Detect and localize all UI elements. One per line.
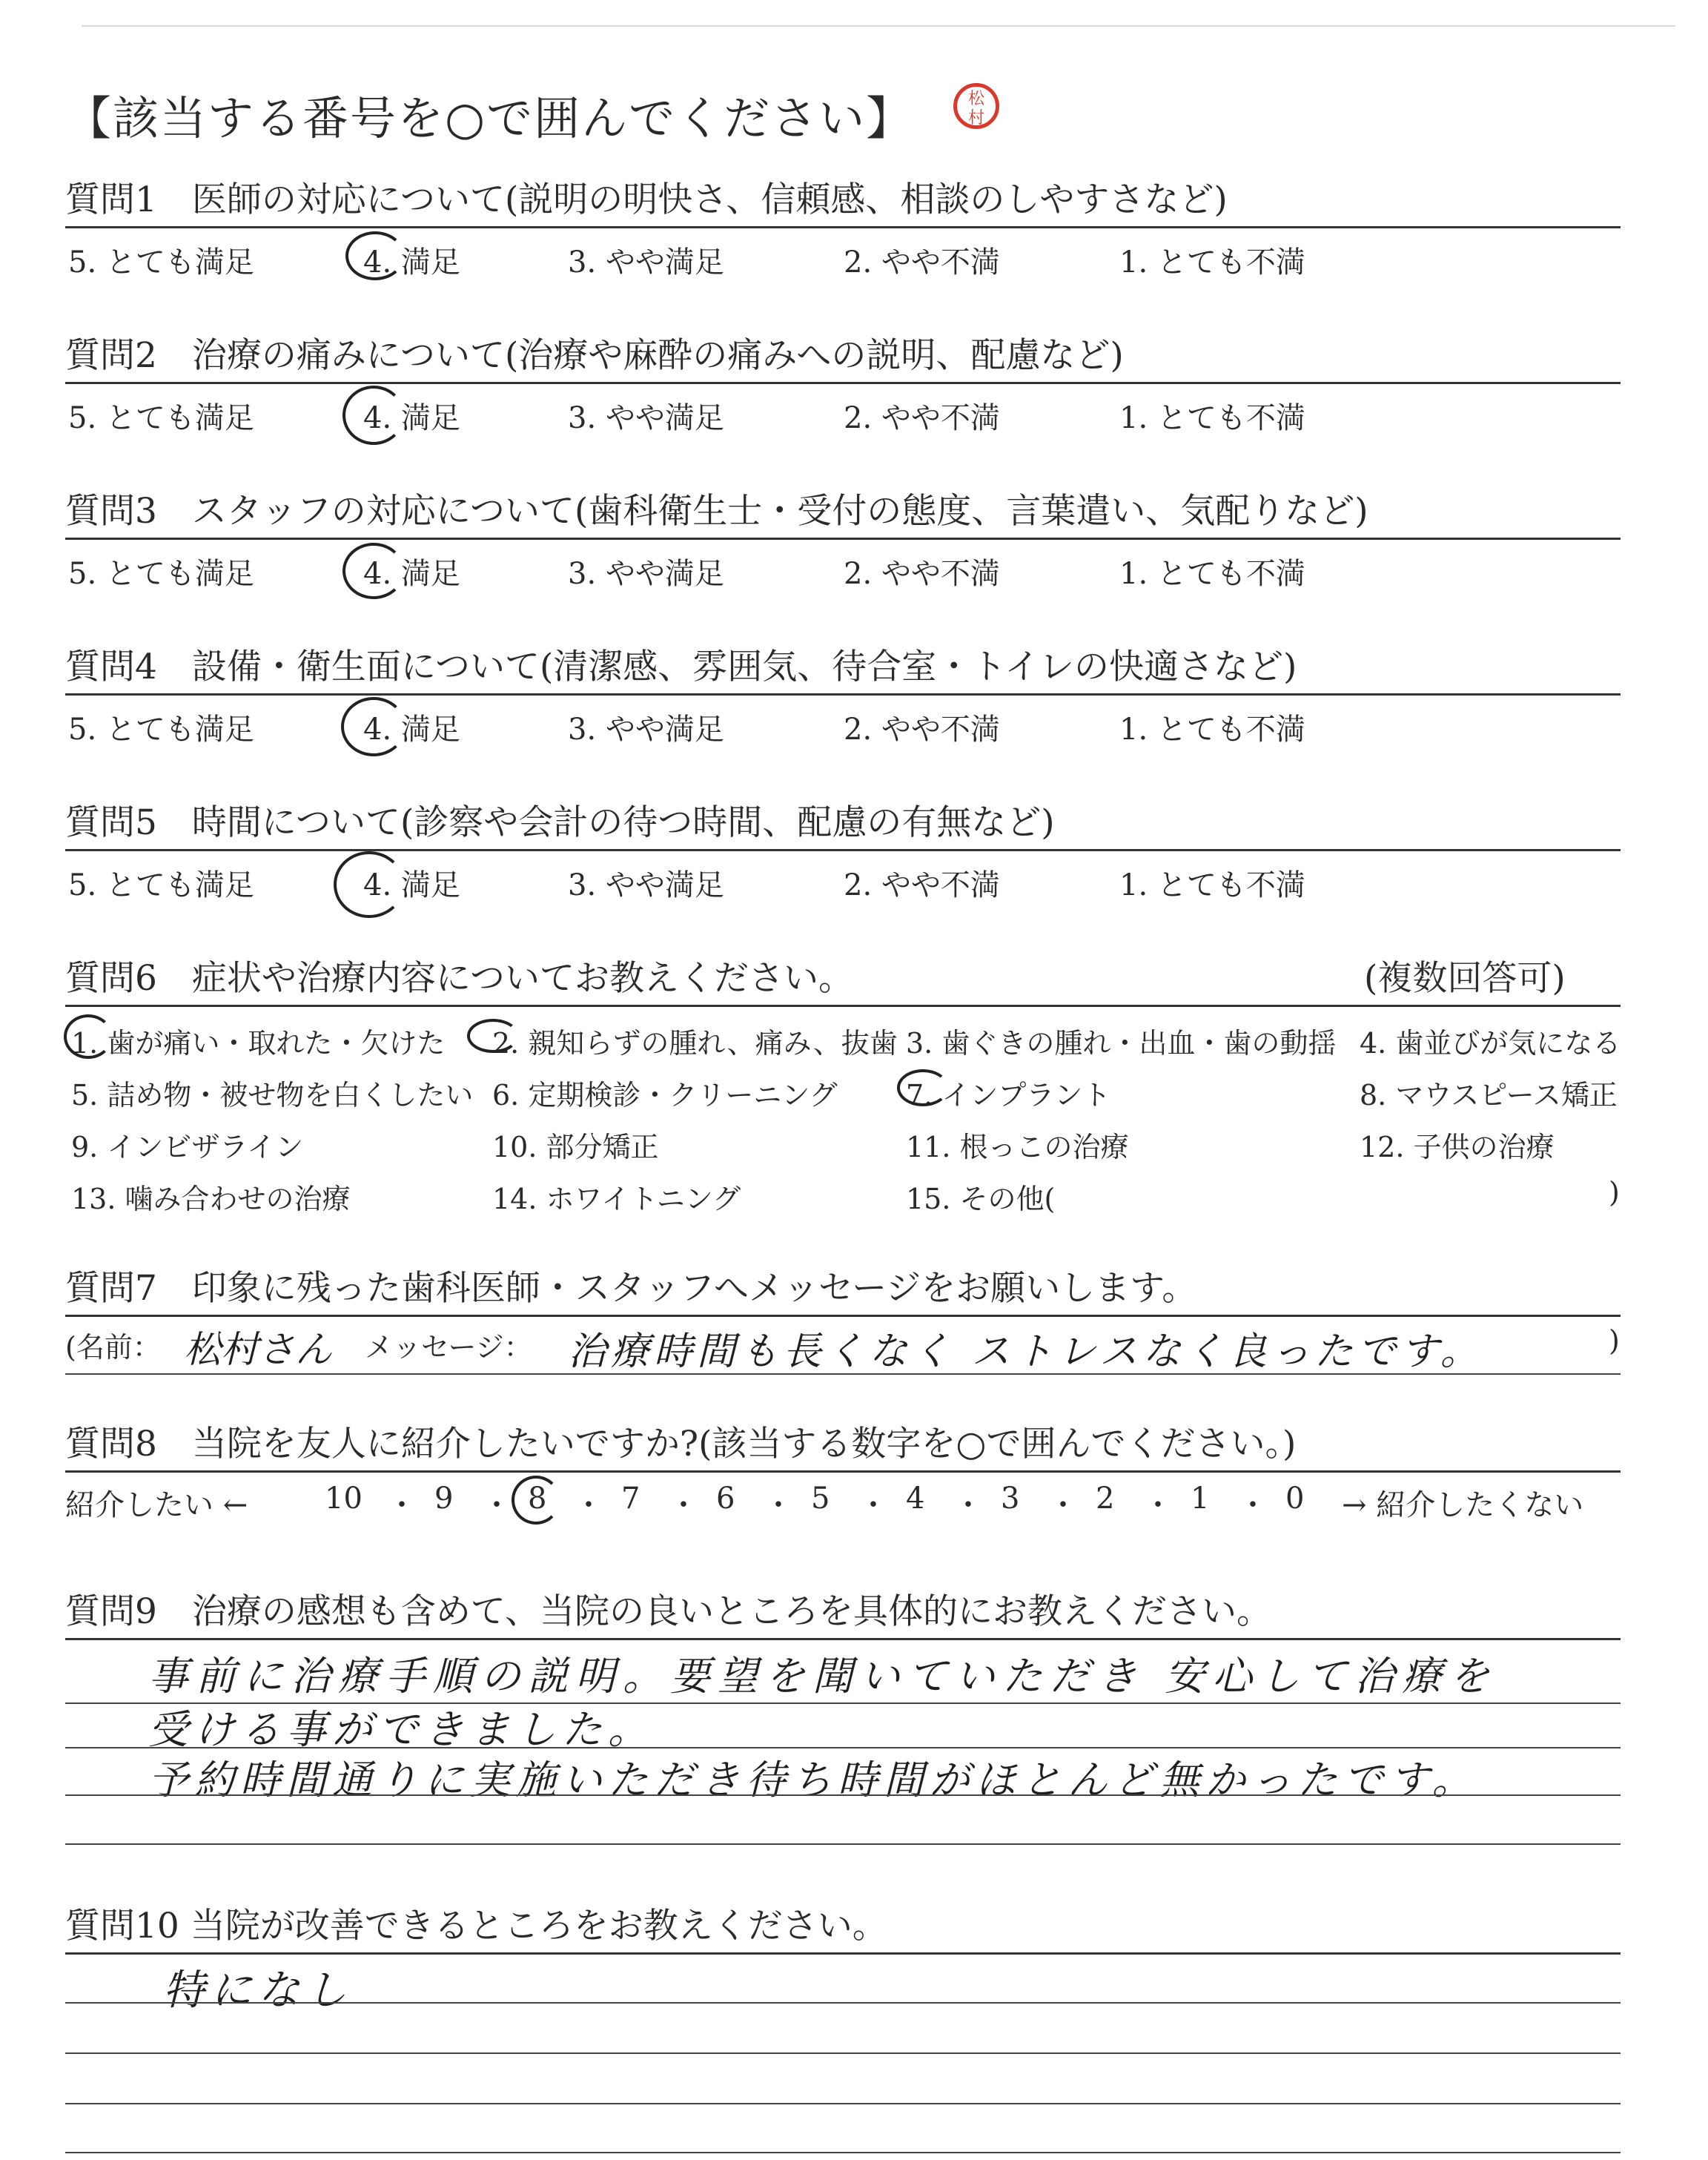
q6-option-15[interactable]: 15. その他(: [906, 1183, 1056, 1215]
q6-option-1-circle: [64, 1014, 113, 1059]
q10-answer[interactable]: 特になし: [163, 1966, 353, 2015]
q4-option-3[interactable]: 3. やや満足: [568, 713, 724, 747]
q8-scale-dot: ・: [387, 1488, 417, 1522]
q5-option-3[interactable]: 3. やや満足: [568, 868, 724, 902]
q8-scale-7[interactable]: 7: [621, 1482, 640, 1516]
q5-selection-circle: [334, 851, 405, 918]
question-1-title: 質問1 医師の対応について(説明の明快さ、信頼感、相談のしやすさなど): [65, 179, 1228, 220]
q6-option-14[interactable]: 14. ホワイトニング: [492, 1183, 741, 1215]
q8-scale-4[interactable]: 4: [906, 1482, 925, 1516]
q6-option-7-circle: [897, 1069, 949, 1106]
divider: [65, 1373, 1621, 1375]
q4-option-1[interactable]: 1. とても不満: [1119, 713, 1305, 747]
q6-option-5[interactable]: 5. 詰め物・被せ物を白くしたい: [71, 1079, 474, 1112]
q8-scale-10[interactable]: 10: [325, 1482, 363, 1516]
q8-scale-dot: ・: [764, 1488, 793, 1522]
answer-line: [65, 2103, 1621, 2104]
q8-scale-dot: ・: [1048, 1488, 1078, 1522]
answer-line: [65, 2152, 1621, 2153]
q1-option-1[interactable]: 1. とても不満: [1119, 245, 1305, 280]
question-8-title: 質問8 当院を友人に紹介したいですか?(該当する数字を○で囲んでください。): [65, 1424, 1297, 1464]
q2-option-4[interactable]: 4. 満足: [363, 401, 460, 435]
q1-option-3[interactable]: 3. やや満足: [568, 245, 724, 280]
q8-scale-5[interactable]: 5: [811, 1482, 830, 1516]
q6-option-1[interactable]: 1. 歯が痛い・取れた・欠けた: [71, 1027, 446, 1060]
q8-scale-9[interactable]: 9: [434, 1482, 454, 1516]
q5-option-1[interactable]: 1. とても不満: [1119, 868, 1305, 902]
answer-line: [65, 1794, 1621, 1796]
scan-top-edge: [82, 25, 1675, 27]
q4-option-2[interactable]: 2. やや不満: [844, 713, 1000, 747]
q3-option-4[interactable]: 4. 満足: [363, 557, 460, 591]
question-10-title: 質問10 当院が改善できるところをお教えください。: [65, 1906, 887, 1946]
q8-scale-dot: ・: [482, 1488, 512, 1522]
q2-selection-circle: [342, 386, 405, 445]
q5-option-4[interactable]: 4. 満足: [363, 868, 460, 902]
q3-option-1[interactable]: 1. とても不満: [1119, 557, 1305, 591]
q8-scale-dot: ・: [1143, 1488, 1173, 1522]
q7-name-value[interactable]: 松村さん: [184, 1328, 332, 1371]
answer-line: [65, 1843, 1621, 1845]
q7-message-label: メッセージ：: [365, 1331, 532, 1364]
q9-answer-line-2[interactable]: 受ける事ができました。: [148, 1706, 654, 1753]
q7-close-paren: ): [1609, 1324, 1620, 1357]
q9-answer-line-1[interactable]: 事前に治療手順の説明。要望を聞いていただき 安心して治療を: [148, 1653, 1497, 1700]
q1-option-5[interactable]: 5. とても満足: [68, 245, 254, 280]
q6-option-2[interactable]: 2. 親知らずの腫れ、痛み、抜歯: [492, 1027, 898, 1060]
divider: [65, 1005, 1621, 1007]
q6-option-12[interactable]: 12. 子供の治療: [1360, 1131, 1555, 1163]
q6-option-10[interactable]: 10. 部分矯正: [492, 1131, 659, 1163]
q8-scale-1[interactable]: 1: [1191, 1482, 1210, 1516]
q3-option-3[interactable]: 3. やや満足: [568, 557, 724, 591]
divider: [65, 538, 1621, 540]
divider: [65, 226, 1621, 228]
q6-option-13[interactable]: 13. 噛み合わせの治療: [71, 1183, 351, 1215]
q8-scale-2[interactable]: 2: [1096, 1482, 1115, 1516]
q7-name-label: (名前：: [65, 1331, 161, 1364]
q8-scale-8[interactable]: 8: [528, 1482, 547, 1516]
answer-line: [65, 2002, 1621, 2004]
q8-scale-dot: ・: [574, 1488, 603, 1522]
q8-scale-dot: ・: [858, 1488, 888, 1522]
question-2-title: 質問2 治療の痛みについて(治療や麻酔の痛みへの説明、配慮など): [65, 335, 1124, 376]
q4-option-4[interactable]: 4. 満足: [363, 713, 460, 747]
question-3-title: 質問3 スタッフの対応について(歯科衛生士・受付の態度、言葉遣い、気配りなど): [65, 491, 1368, 532]
divider: [65, 1952, 1621, 1955]
divider: [65, 1470, 1621, 1473]
q6-option-4[interactable]: 4. 歯並びが気になる: [1360, 1027, 1621, 1060]
q6-option-6[interactable]: 6. 定期検診・クリーニング: [492, 1079, 838, 1112]
q6-multiple-answer-note: (複数回答可): [1364, 958, 1566, 999]
q6-option-7[interactable]: 7. インプラント: [906, 1079, 1111, 1112]
divider: [65, 849, 1621, 851]
q4-option-5[interactable]: 5. とても満足: [68, 713, 254, 747]
q8-scale-0[interactable]: 0: [1285, 1482, 1305, 1516]
question-9-title: 質問9 治療の感想も含めて、当院の良いところを具体的にお教えください。: [65, 1591, 1271, 1632]
form-title: 【該当する番号を○で囲んでください】: [65, 91, 914, 145]
divider: [65, 382, 1621, 384]
q8-selection-circle: [512, 1476, 560, 1525]
divider: [65, 693, 1621, 696]
q6-option-3[interactable]: 3. 歯ぐきの腫れ・出血・歯の動揺: [906, 1027, 1337, 1060]
q1-option-2[interactable]: 2. やや不満: [844, 245, 1000, 280]
q6-other-close-paren: ): [1609, 1176, 1620, 1209]
q8-left-label: 紹介したい ←: [65, 1488, 248, 1522]
divider: [65, 1315, 1621, 1317]
q9-answer-line-3[interactable]: 予約時間通りに実施いただき待ち時間がほとんど無かったです。: [148, 1757, 1478, 1803]
q2-option-1[interactable]: 1. とても不満: [1119, 401, 1305, 435]
q2-option-5[interactable]: 5. とても満足: [68, 401, 254, 435]
q8-scale-6[interactable]: 6: [716, 1482, 735, 1516]
question-7-title: 質問7 印象に残った歯科医師・スタッフへメッセージをお願いします。: [65, 1268, 1197, 1309]
question-6-title: 質問6 症状や治療内容についてお教えください。: [65, 958, 853, 999]
divider: [65, 1638, 1621, 1640]
q8-scale-dot: ・: [669, 1488, 698, 1522]
q5-option-2[interactable]: 2. やや不満: [844, 868, 1000, 902]
q2-option-3[interactable]: 3. やや満足: [568, 401, 724, 435]
q3-option-2[interactable]: 2. やや不満: [844, 557, 1000, 591]
question-5-title: 質問5 時間について(診察や会計の待つ時間、配慮の有無など): [65, 802, 1055, 843]
q7-message-value[interactable]: 治療時間も長くなく ストレスなく良ったです。: [568, 1330, 1483, 1374]
q3-selection-circle: [342, 543, 405, 599]
q8-right-label: → 紹介したくない: [1342, 1488, 1584, 1522]
q1-option-4[interactable]: 4. 満足: [363, 245, 460, 280]
q6-option-2-circle: [467, 1019, 519, 1053]
q8-scale-dot: ・: [1238, 1488, 1268, 1522]
q2-option-2[interactable]: 2. やや不満: [844, 401, 1000, 435]
q6-option-8[interactable]: 8. マウスピース矯正: [1360, 1079, 1618, 1112]
q5-option-5[interactable]: 5. とても満足: [68, 868, 254, 902]
q3-option-5[interactable]: 5. とても満足: [68, 557, 254, 591]
q6-option-11[interactable]: 11. 根っこの治療: [906, 1131, 1129, 1163]
q6-option-9[interactable]: 9. インビザライン: [71, 1131, 304, 1163]
q4-selection-circle: [341, 697, 406, 756]
q8-scale-dot: ・: [953, 1488, 983, 1522]
seal-stamp: 松 村: [953, 83, 999, 129]
question-4-title: 質問4 設備・衛生面について(清潔感、雰囲気、待合室・トイレの快適さなど): [65, 647, 1297, 687]
q8-scale-3[interactable]: 3: [1001, 1482, 1020, 1516]
answer-line: [65, 2052, 1621, 2054]
q1-selection-circle: [345, 231, 405, 280]
